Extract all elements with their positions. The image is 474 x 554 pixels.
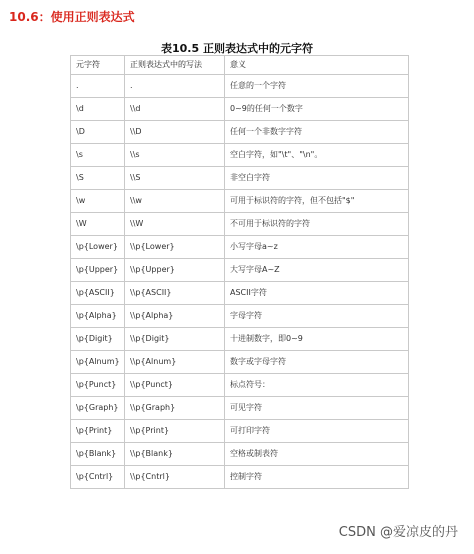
table-row [71, 443, 409, 466]
cell-meaning: 任意的一个字符 [225, 75, 409, 98]
cell-meaning: 可用于标识符的字符，但不包括"$" [225, 190, 409, 213]
table-row [71, 420, 409, 443]
cell-metachar: \p{ASCII} [71, 282, 125, 305]
cell-metachar: \p{Lower} [71, 236, 125, 259]
metachar-table-container [70, 55, 408, 489]
cell-regex-syntax: \\p{Upper} [125, 259, 225, 282]
cell-meaning: 标点符号： [225, 374, 409, 397]
table-header-row [71, 56, 409, 75]
cell-meaning: 小写字母a~z [225, 236, 409, 259]
cell-metachar: \p{Digit} [71, 328, 125, 351]
cell-meaning: 空白字符，如"\t"、"\n"。 [225, 144, 409, 167]
cell-meaning: 大写字母A~Z [225, 259, 409, 282]
table-row [71, 351, 409, 374]
table-row [71, 328, 409, 351]
cell-meaning: 可见字符 [225, 397, 409, 420]
table-row [71, 236, 409, 259]
cell-meaning: 空格或制表符 [225, 443, 409, 466]
table-row [71, 75, 409, 98]
cell-meaning: 任何一个非数字字符 [225, 121, 409, 144]
cell-metachar: \w [71, 190, 125, 213]
cell-meaning: 字母字符 [225, 305, 409, 328]
cell-meaning: ASCII字符 [225, 282, 409, 305]
cell-regex-syntax: \\W [125, 213, 225, 236]
cell-meaning: 控制字符 [225, 466, 409, 489]
table-row [71, 305, 409, 328]
cell-metachar: \p{Punct} [71, 374, 125, 397]
cell-metachar: \D [71, 121, 125, 144]
table-row [71, 167, 409, 190]
table-row [71, 144, 409, 167]
cell-regex-syntax: \\p{Lower} [125, 236, 225, 259]
table-row [71, 98, 409, 121]
table-row [71, 374, 409, 397]
cell-regex-syntax: \\D [125, 121, 225, 144]
cell-regex-syntax: \\p{Digit} [125, 328, 225, 351]
cell-meaning: 0~9的任何一个数字 [225, 98, 409, 121]
header-meaning: 意义 [225, 56, 409, 75]
table-row [71, 190, 409, 213]
section-title: 10.6：使用正则表达式 [9, 10, 135, 24]
cell-meaning: 非空白字符 [225, 167, 409, 190]
cell-meaning: 不可用于标识符的字符 [225, 213, 409, 236]
table-row [71, 466, 409, 489]
metachar-table [70, 55, 409, 489]
table-row [71, 121, 409, 144]
cell-regex-syntax: \\S [125, 167, 225, 190]
cell-metachar: \p{Graph} [71, 397, 125, 420]
header-metachar: 元字符 [71, 56, 125, 75]
cell-metachar: \S [71, 167, 125, 190]
cell-metachar: \d [71, 98, 125, 121]
header-regex-syntax: 正则表达式中的写法 [125, 56, 225, 75]
cell-regex-syntax: \\p{Blank} [125, 443, 225, 466]
cell-metachar: \s [71, 144, 125, 167]
cell-meaning: 十进制数字，即0~9 [225, 328, 409, 351]
cell-regex-syntax: \\p{ASCII} [125, 282, 225, 305]
table-row [71, 259, 409, 282]
table-row [71, 282, 409, 305]
cell-regex-syntax: \\p{Cntrl} [125, 466, 225, 489]
table-row [71, 397, 409, 420]
table-row [71, 213, 409, 236]
cell-metachar: \W [71, 213, 125, 236]
cell-regex-syntax: \\s [125, 144, 225, 167]
cell-metachar: \p{Cntrl} [71, 466, 125, 489]
cell-regex-syntax: \\p{Print} [125, 420, 225, 443]
cell-meaning: 数字或字母字符 [225, 351, 409, 374]
cell-regex-syntax: . [125, 75, 225, 98]
csdn-watermark: CSDN @爱凉皮的丹 [338, 525, 458, 540]
cell-metachar: \p{Alpha} [71, 305, 125, 328]
cell-regex-syntax: \\p{Alpha} [125, 305, 225, 328]
table-caption: 表10.5 正则表达式中的元字符 [161, 42, 313, 55]
cell-regex-syntax: \\p{Alnum} [125, 351, 225, 374]
cell-metachar: \p{Blank} [71, 443, 125, 466]
cell-metachar: . [71, 75, 125, 98]
cell-metachar: \p{Upper} [71, 259, 125, 282]
cell-regex-syntax: \\d [125, 98, 225, 121]
cell-regex-syntax: \\p{Punct} [125, 374, 225, 397]
cell-meaning: 可打印字符 [225, 420, 409, 443]
cell-regex-syntax: \\p{Graph} [125, 397, 225, 420]
cell-regex-syntax: \\w [125, 190, 225, 213]
cell-metachar: \p{Alnum} [71, 351, 125, 374]
cell-metachar: \p{Print} [71, 420, 125, 443]
